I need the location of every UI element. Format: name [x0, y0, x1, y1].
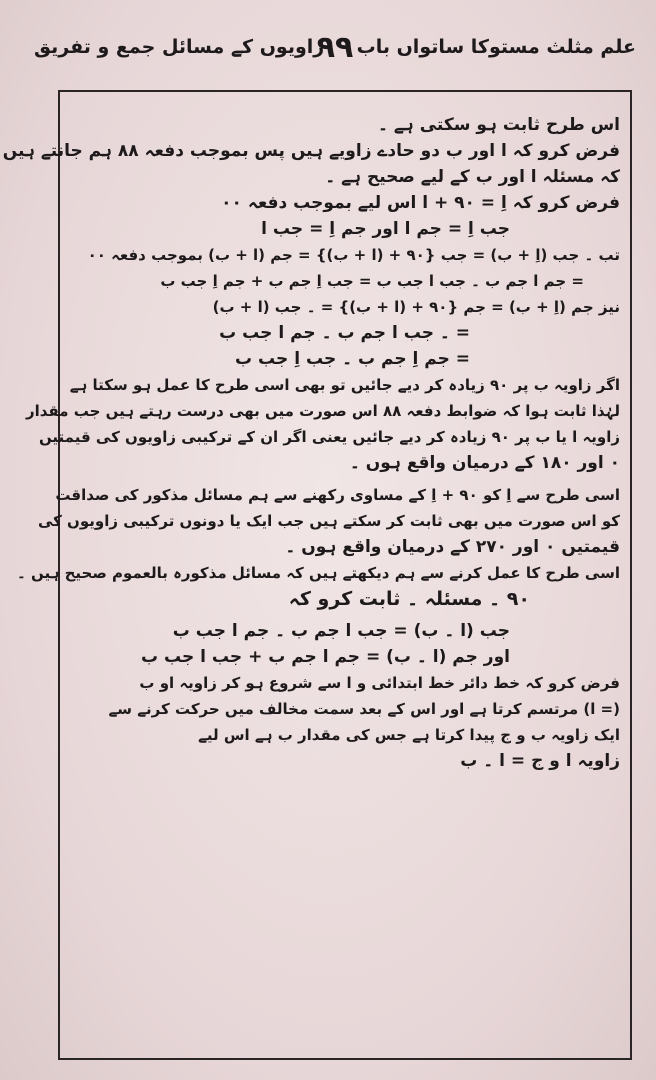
- text-line: کو اس صورت میں بھی ثابت کر سکتے ہیں جب ایک یا دونوں ترکیبی زاویوں کی: [37, 512, 620, 530]
- text-line: اسی طرح کا عمل کرنے سے ہم دیکھتے ہیں کہ مسائل مذکورہ بالعموم صحیح ہیں ۔: [16, 564, 620, 582]
- text-line: لہٰذا ثابت ہوا کہ ضوابط دفعہ ۸۸ اس صورت میں بھی درست رہتے ہیں جب مقدار: [25, 402, 620, 420]
- text-line: (= ا) مرتسم کرتا ہے اور اس کے بعد سمت مخالف میں حرکت کرنے سے: [108, 700, 620, 718]
- equation-line: اور جم (ا ۔ ب) = جم ا جم ب + جب ا جب ب: [140, 647, 510, 667]
- page-body: [2, 112, 620, 1052]
- chapter-heading: علم مثلث مستوکا ساتواں باب: [356, 36, 636, 58]
- text-line: کہ مسئلہ ا اور ب کے لیے صحیح ہے ۔: [325, 167, 620, 187]
- section-heading: زاویوں کے مسائل جمع و تفریق: [34, 36, 325, 58]
- text-line: زاویہ ا و ج = ا ۔ ب: [460, 751, 620, 771]
- equation-line: جب اِ = جم ا اور جم اِ = جب ا: [261, 219, 510, 239]
- text-line: فرض کرو کہ اِ = ۹۰ + ا اس لیے بموجب دفعہ ۰۰: [221, 193, 620, 213]
- text-line: زاویہ ا یا ب پر ۹۰ زیادہ کر دیے جائیں یعنی اگر ان کے ترکیبی زاویوں کی قیمتیں: [38, 428, 620, 446]
- equation-line: تب ۔ جب (اِ + ب) = جب {۹۰ + (ا + ب)} = جم (ا + ب) بموجب دفعہ ۰۰: [87, 246, 620, 264]
- theorem-heading: ۹۰ ۔ مسئلہ ۔ ثابت کرو کہ: [288, 588, 530, 610]
- page-number: ۹۹: [316, 30, 354, 65]
- equation-line: = ۔ جب ا جم ب ۔ جم ا جب ب: [219, 323, 470, 343]
- equation-line: جب (ا ۔ ب) = جب ا جم ب ۔ جم ا جب ب: [172, 621, 510, 641]
- text-line: قیمتیں ۰ اور ۲۷۰ کے درمیان واقع ہوں ۔: [285, 537, 620, 557]
- text-line: فرض کرو کہ ا اور ب دو حادے زاویے ہیں پس بموجب دفعہ ۸۸ ہم جانتے ہیں: [2, 141, 620, 161]
- text-line: ایک زاویہ ب و ج پیدا کرتا ہے جس کی مقدار ب ہے اس لیے: [198, 726, 620, 744]
- text-line: اگر زاویہ ب پر ۹۰ زیادہ کر دیے جائیں تو بھی اسی طرح کا عمل ہو سکتا ہے: [69, 376, 620, 394]
- text-line: ۰ اور ۱۸۰ کے درمیان واقع ہوں ۔: [349, 453, 620, 473]
- text-line: اسی طرح سے اِ کو ۹۰ + اِ کے مساوی رکھنے سے ہم مسائل مذکور کی صداقت: [55, 486, 620, 504]
- page-header: [34, 30, 636, 70]
- equation-line: = جم اِ جم ب ۔ جب اِ جب ب: [235, 349, 470, 369]
- equation-line: نیز جم (اِ + ب) = جم {۹۰ + (ا + ب)} = ۔ جب (ا + ب): [212, 298, 620, 316]
- equation-line: = جم ا جم ب ۔ جب ا جب ب = جب اِ جم ب + جم اِ جب ب: [160, 272, 584, 290]
- text-line: اس طرح ثابت ہو سکتی ہے ۔: [377, 115, 620, 135]
- text-line: فرض کرو کہ خط دائر خط ابتدائی و ا سے شروع ہو کر زاویہ او ب: [139, 674, 620, 692]
